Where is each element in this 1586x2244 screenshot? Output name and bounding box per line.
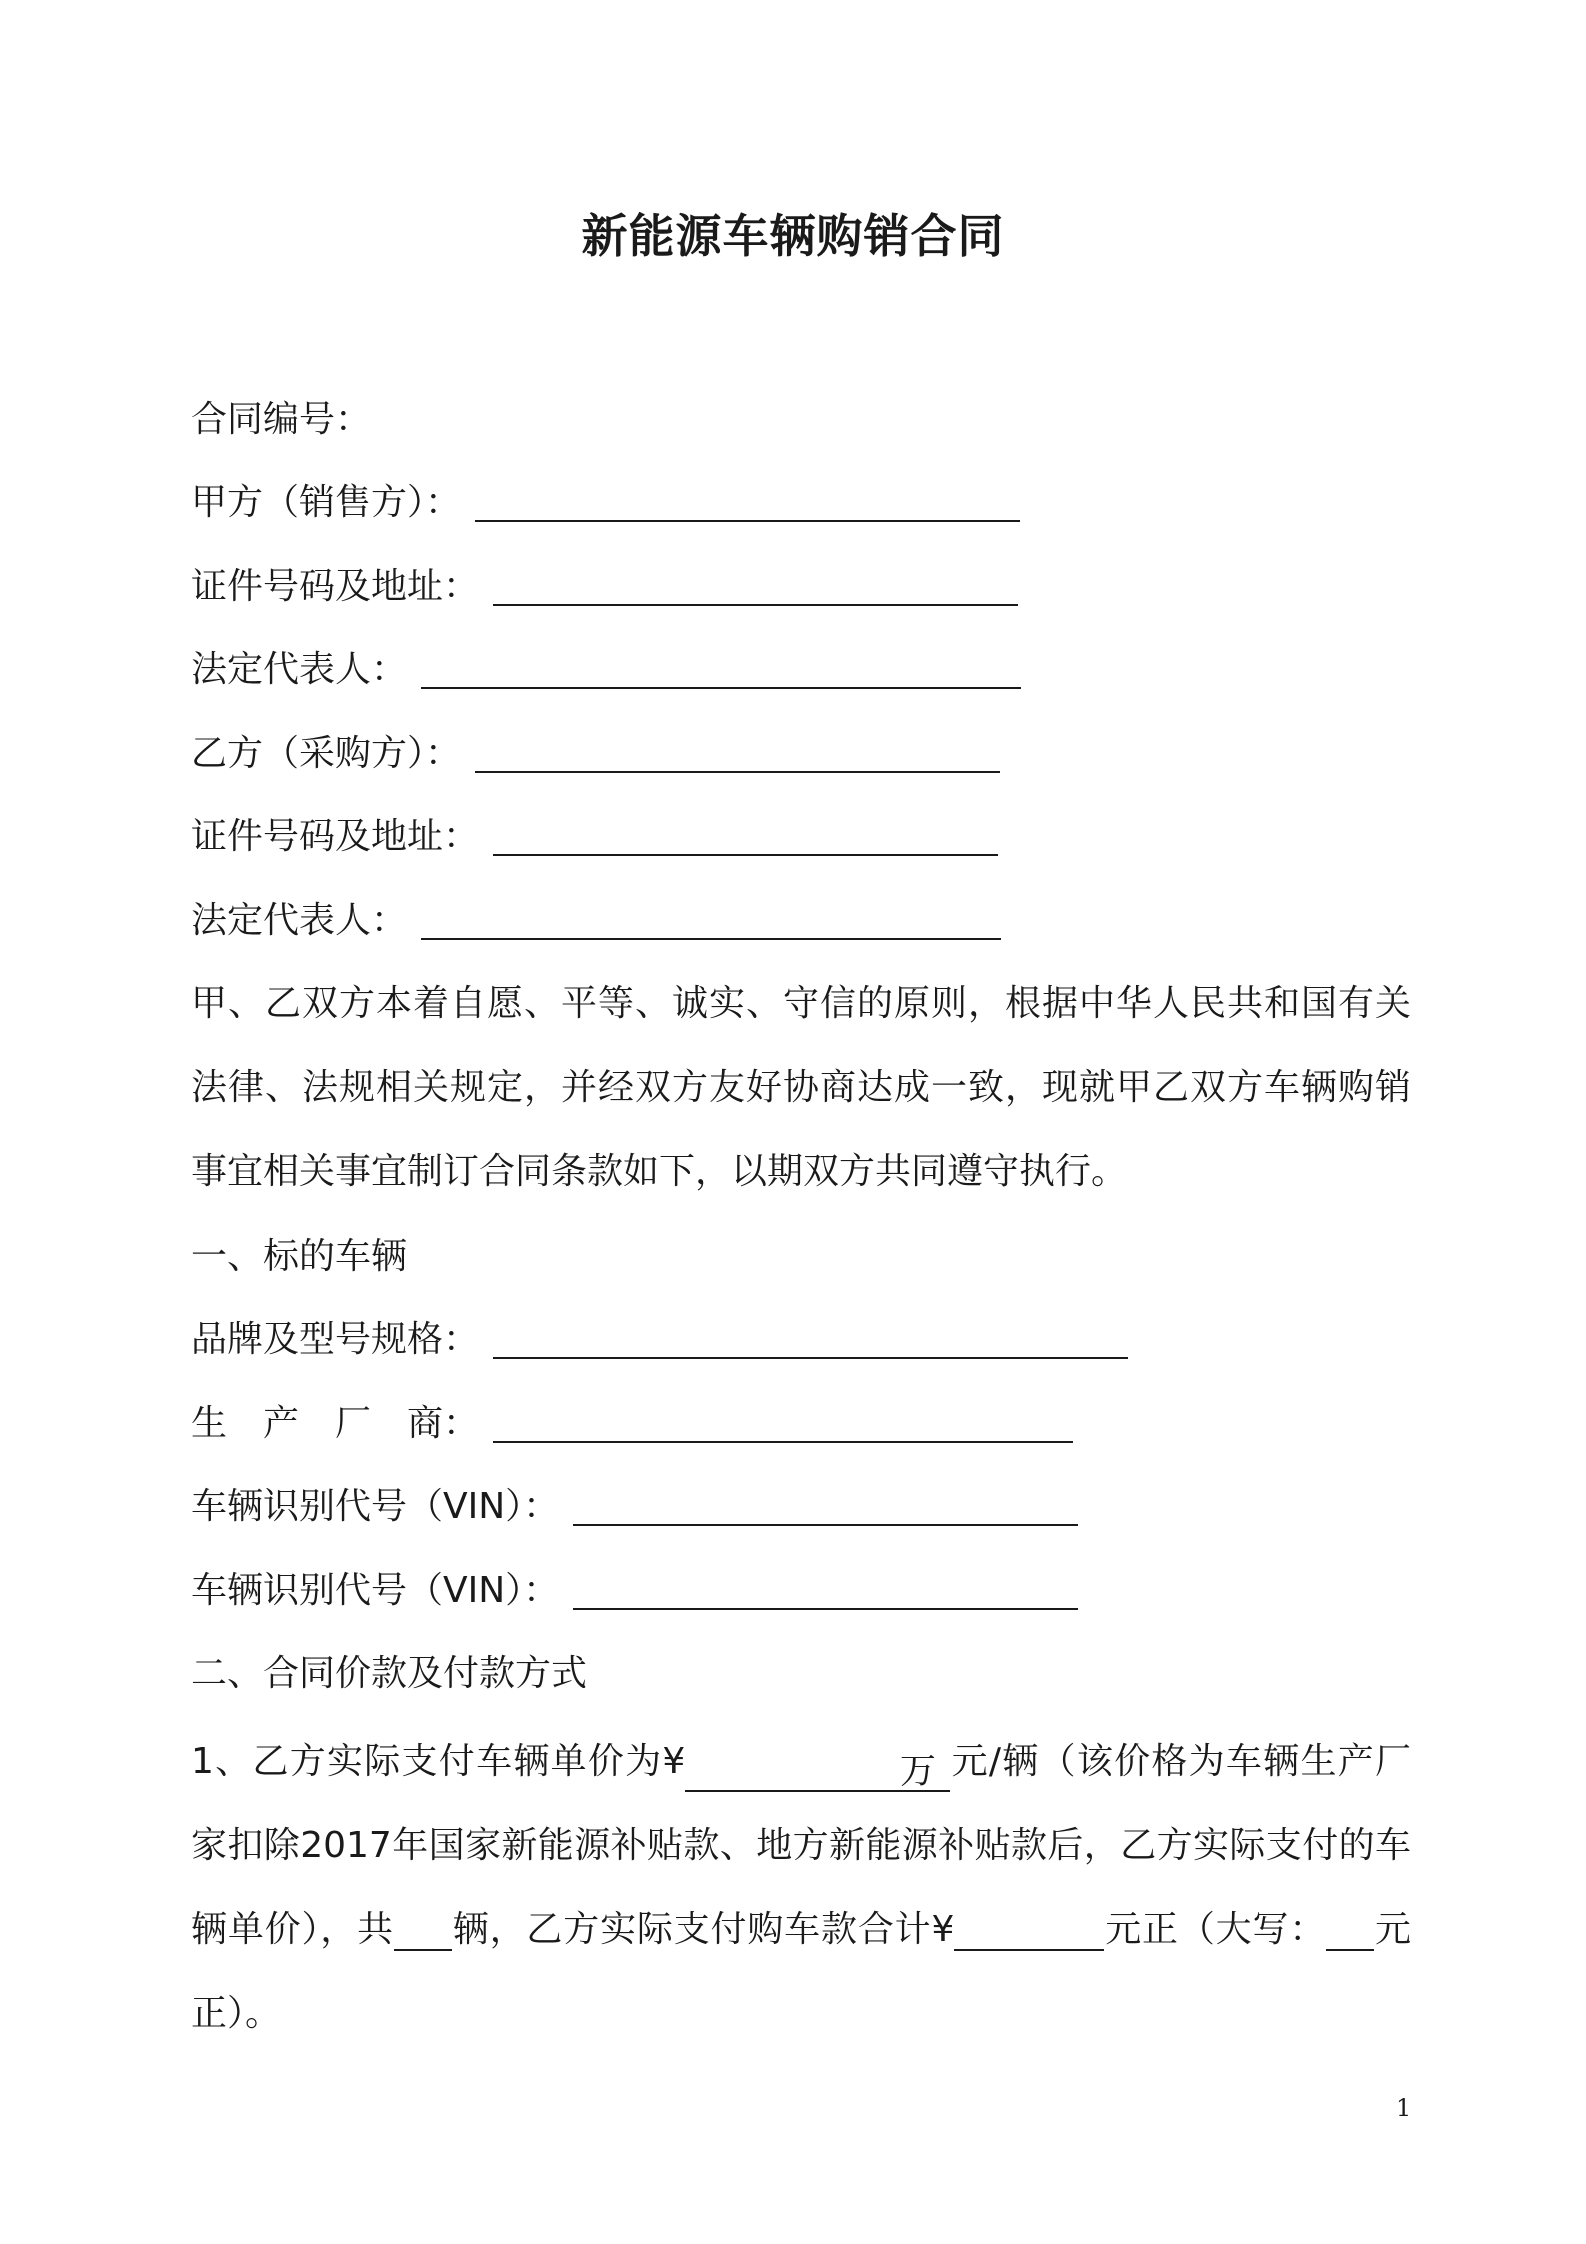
contract-number-label: 合同编号： (191, 399, 372, 440)
brand-row (191, 1318, 1128, 1362)
vin1-label: 车辆识别代号（VIN）： (191, 1486, 560, 1527)
maker-blank[interactable] (493, 1405, 1073, 1443)
party-b-rep-blank[interactable] (421, 902, 1001, 940)
party-a-id-row (191, 565, 1018, 609)
unit-wan: 万 (899, 1751, 936, 1792)
intro-paragraph: 甲、乙双方本着自愿、平等、诚实、守信的原则，根据中华人民共和国有关法律、法规相关规定，并经双方友好协商达成一致，现就甲乙双方车辆购销事宜相关事宜制订合同条款如下，以期双方共同遵守执行。 (191, 983, 1411, 1192)
price-text-c: 辆，乙方实际支付购车款合计¥ (451, 1909, 955, 1950)
party-a-label: 甲方（销售方）： (191, 482, 462, 523)
party-b-row (191, 732, 1000, 776)
party-a-blank[interactable] (475, 484, 1020, 522)
party-b-rep-row (191, 899, 1001, 943)
party-a-rep-row (191, 648, 1021, 692)
section2-heading: 二、合同价款及付款方式 (191, 1653, 588, 1694)
total-blank[interactable] (954, 1911, 1104, 1951)
price-paragraph (191, 1720, 1411, 2056)
maker-label: 生 产 厂 商： (191, 1403, 480, 1444)
capital-amount-blank[interactable] (1326, 1911, 1374, 1951)
party-b-label: 乙方（采购方）： (191, 733, 462, 774)
vin2-blank[interactable] (573, 1572, 1078, 1610)
price-text-d: 元正（大写： (1104, 1909, 1327, 1950)
vin2-label: 车辆识别代号（VIN）： (191, 1570, 560, 1611)
price-text-b: 元/辆（该价格为车辆生产厂家扣除2017年国家新能源补贴款、地方新能源补贴款后，乙方实际支付的车辆单价），共 (191, 1741, 1411, 1950)
party-b-id-label: 证件号码及地址： (191, 816, 480, 857)
party-a-id-label: 证件号码及地址： (191, 566, 480, 607)
quantity-blank[interactable] (394, 1911, 452, 1951)
price-text-e: 元正）。 (191, 1909, 1411, 2034)
document-title: 新能源车辆购销合同 (581, 209, 1005, 263)
contract-number-row (191, 398, 371, 442)
vin1-blank[interactable] (573, 1488, 1078, 1526)
party-a-rep-label: 法定代表人： (191, 649, 408, 690)
unit-price-blank[interactable] (685, 1752, 950, 1792)
brand-blank[interactable] (493, 1321, 1128, 1359)
party-b-id-blank[interactable] (493, 818, 998, 856)
party-a-row (191, 481, 1020, 525)
party-b-rep-label: 法定代表人： (191, 900, 408, 941)
party-a-id-blank[interactable] (493, 568, 1018, 606)
party-b-blank[interactable] (475, 735, 1000, 773)
page-number: 1 (1396, 2094, 1412, 2122)
maker-row (191, 1402, 1073, 1446)
section1-heading: 一、标的车辆 (191, 1236, 408, 1277)
party-a-rep-blank[interactable] (421, 651, 1021, 689)
vin2-row (191, 1569, 1078, 1613)
party-b-id-row (191, 815, 998, 859)
brand-label: 品牌及型号规格： (191, 1319, 480, 1360)
vin1-row (191, 1485, 1078, 1529)
price-text-a: 1、乙方实际支付车辆单价为¥ (191, 1741, 686, 1782)
